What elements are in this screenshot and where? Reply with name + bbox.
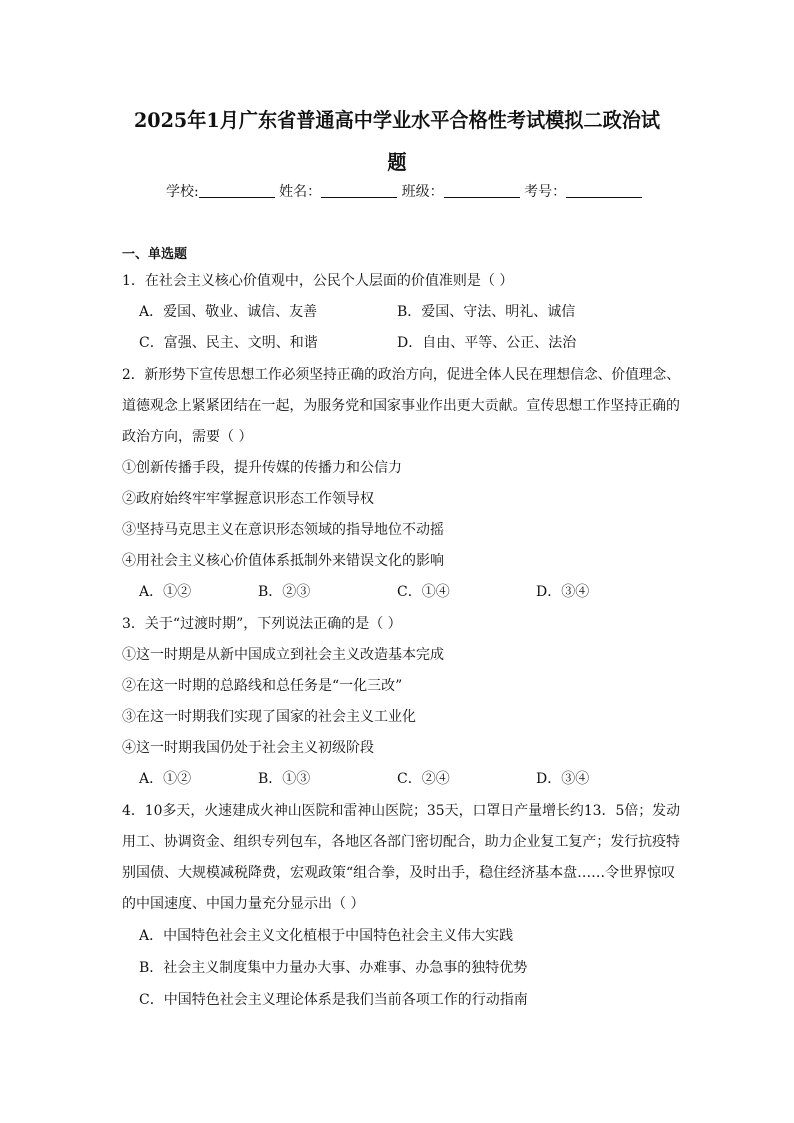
q4-stem-line3: 别国债、大规模减税降费，宏观政策“组合拳，及时出手，稳住经济基本盘……令世界惊叹 — [122, 865, 676, 881]
class-label: 班级： — [401, 184, 444, 200]
q2-statement-2: ②政府始终牢牢掌握意识形态工作领导权 — [122, 491, 374, 507]
q3-option-c: C．②④ — [397, 771, 450, 787]
q1-option-a: A．爱国、敬业、诚信、友善 — [139, 304, 318, 320]
name-blank[interactable] — [321, 183, 397, 198]
q2-stem-line2: 道德观念上紧紧团结在一起，为服务党和国家事业作出更大贡献。宣传思想工作坚持正确的 — [122, 398, 680, 414]
q3-option-d: D．③④ — [536, 771, 590, 787]
q4-stem-line1: 4．10多天，火速建成火神山医院和雷神山医院；35天，口罩日产量增长约13．5倍；发动 — [122, 803, 680, 819]
q4-stem-line4: 的中国速度、中国力量充分显示出（ ） — [122, 896, 365, 912]
q4-option-b: B．社会主义制度集中力量办大事、办难事、办急事的独特优势 — [139, 960, 528, 976]
q4-option-c: C．中国特色社会主义理论体系是我们当前各项工作的行动指南 — [139, 992, 528, 1008]
school-blank[interactable] — [199, 183, 275, 198]
q1-option-d: D．自由、平等、公正、法治 — [397, 335, 577, 351]
q1-option-c: C．富强、民主、文明、和谐 — [139, 335, 318, 351]
exam-title-line1: 2025年1月广东省普通高中学业水平合格性考试模拟二政治试 — [133, 108, 661, 132]
q3-stem: 3．关于“过渡时期”，下列说法正确的是（ ） — [122, 616, 402, 632]
q3-statement-2: ②在这一时期的总路线和总任务是“一化三改” — [122, 678, 403, 694]
q2-statement-3: ③坚持马克思主义在意识形态领域的指导地位不动摇 — [122, 522, 444, 538]
q2-stem-line3: 政治方向，需要（ ） — [122, 429, 253, 445]
exam-title-line2: 题 — [387, 150, 407, 174]
section-heading: 一、单选题 — [122, 247, 188, 262]
q1-option-b: B．爱国、守法、明礼、诚信 — [397, 304, 576, 320]
q3-option-a: A．①② — [139, 771, 192, 787]
name-label: 姓名： — [279, 184, 322, 200]
q2-stem-line1: 2．新形势下宣传思想工作必须坚持正确的政治方向，促进全体人民在理想信念、价值理念、 — [122, 367, 680, 383]
exam-number-label: 考号： — [524, 184, 567, 200]
q2-statement-1: ①创新传播手段，提升传媒的传播力和公信力 — [122, 460, 402, 476]
q1-stem: 1．在社会主义核心价值观中，公民个人层面的价值准则是（ ） — [122, 273, 514, 289]
q4-stem-line2: 用工、协调资金、组织专列包车，各地区各部门密切配合，助力企业复工复产；发行抗疫特 — [122, 834, 680, 850]
q3-statement-1: ①这一时期是从新中国成立到社会主义改造基本完成 — [122, 647, 444, 663]
q2-option-c: C．①④ — [397, 584, 450, 600]
q3-statement-4: ④这一时期我国仍处于社会主义初级阶段 — [122, 740, 374, 756]
q2-statement-4: ④用社会主义核心价值体系抵制外来错误文化的影响 — [122, 553, 444, 569]
q2-option-d: D．③④ — [536, 584, 590, 600]
exam-number-blank[interactable] — [566, 183, 642, 198]
class-blank[interactable] — [444, 183, 520, 198]
q2-option-b: B．②③ — [258, 584, 311, 600]
q3-option-b: B．①③ — [258, 771, 311, 787]
q2-option-a: A．①② — [139, 584, 192, 600]
student-info-row — [166, 181, 642, 201]
school-label: 学校: — [166, 184, 199, 200]
q3-statement-3: ③在这一时期我们实现了国家的社会主义工业化 — [122, 709, 416, 725]
q4-option-a: A．中国特色社会主义文化植根于中国特色社会主义伟大实践 — [139, 928, 514, 944]
